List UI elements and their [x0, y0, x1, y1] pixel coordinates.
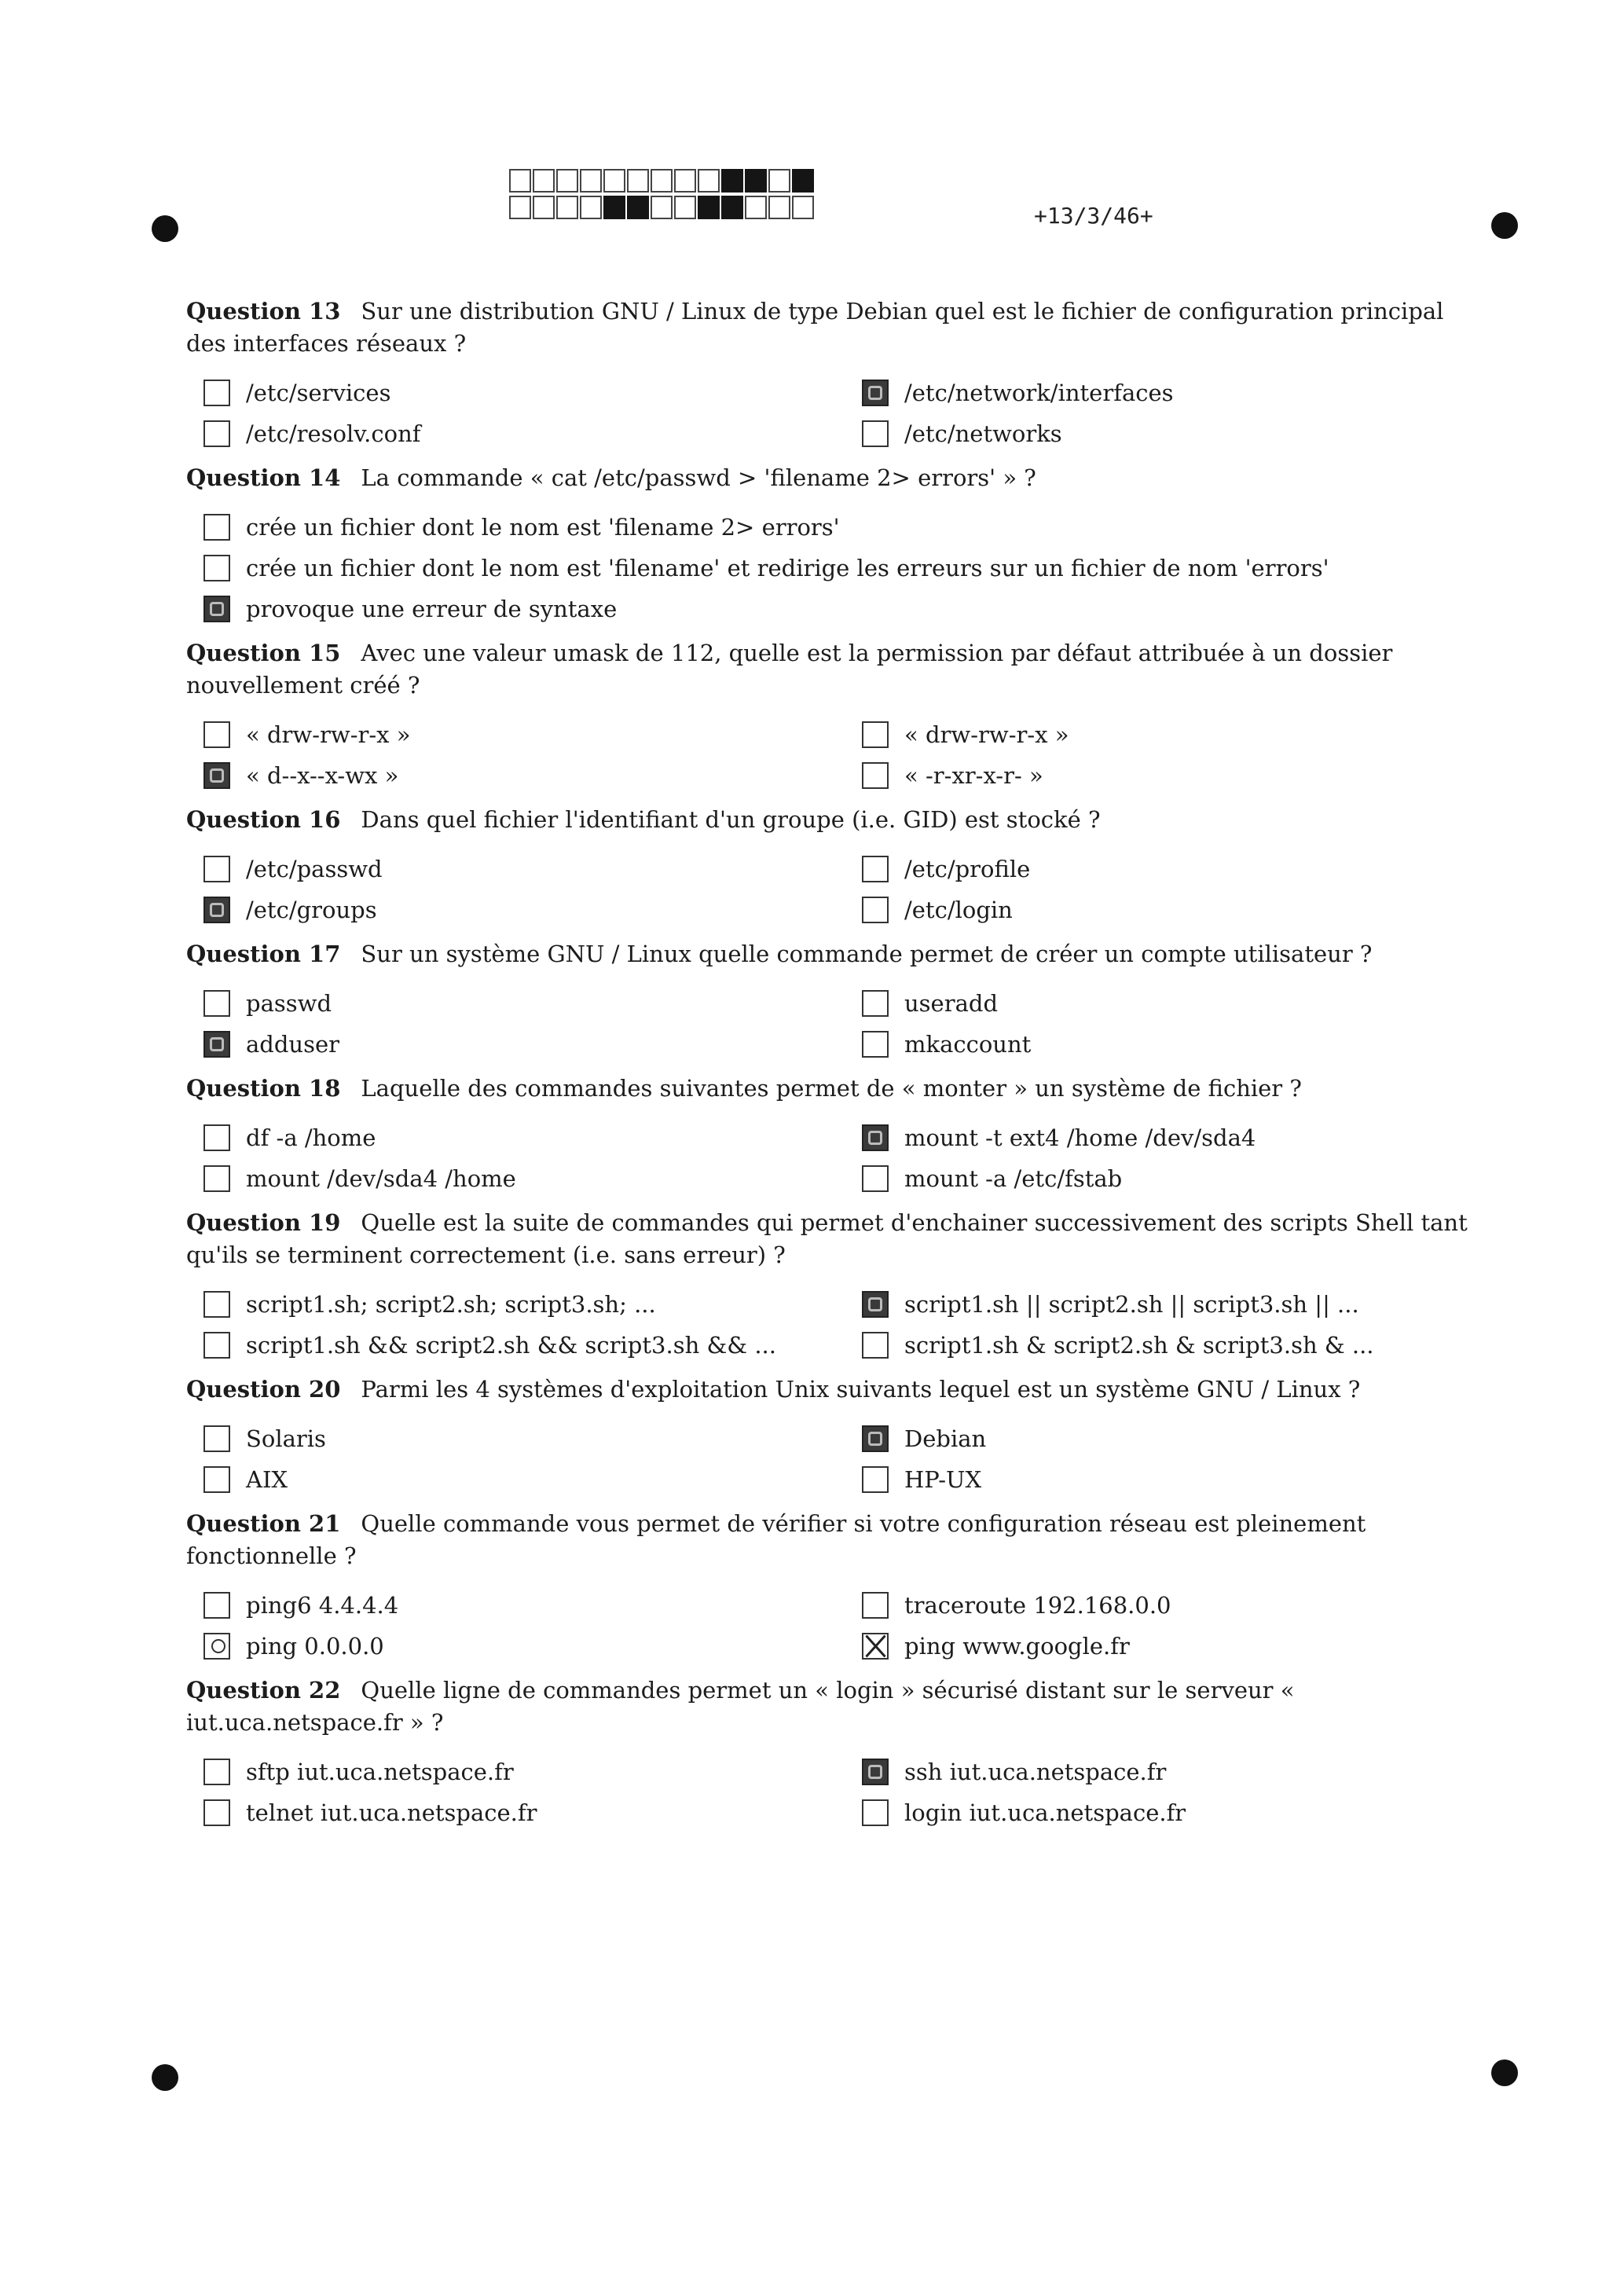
- question-block: [186, 462, 1483, 629]
- answer-checkbox[interactable]: [862, 1031, 889, 1058]
- question-text: Laquelle des commandes suivantes permet de « monter » un système de fichier ?: [361, 1075, 1302, 1102]
- answer-label: crée un fichier dont le nom est 'filename' et redirige les erreurs sur un fichier de nom 'errors': [246, 555, 1329, 581]
- question-block: [186, 804, 1483, 930]
- question-text: Parmi les 4 systèmes d'exploitation Unix suivants lequel est un système GNU / Linux ?: [361, 1376, 1361, 1403]
- answer-checkbox[interactable]: [862, 380, 889, 406]
- question-heading: [186, 1073, 1483, 1105]
- answer-label: useradd: [904, 990, 999, 1017]
- answer-label: /etc/resolv.conf: [246, 420, 421, 447]
- answer-label: Debian: [904, 1425, 987, 1452]
- answer-label: mount -t ext4 /home /dev/sda4: [904, 1124, 1256, 1151]
- answer-label: provoque une erreur de syntaxe: [246, 596, 618, 622]
- answer-option[interactable]: [203, 1024, 862, 1065]
- answer-checkbox[interactable]: [862, 1165, 889, 1192]
- answer-checkbox[interactable]: [862, 721, 889, 748]
- answer-option[interactable]: [862, 1626, 1500, 1667]
- question-heading: [186, 1674, 1483, 1739]
- question-heading: [186, 462, 1483, 494]
- answer-checkbox[interactable]: [203, 897, 230, 923]
- question-number: Question 20: [186, 1376, 341, 1403]
- answer-checkbox[interactable]: [203, 1291, 230, 1318]
- answer-options: [203, 983, 1483, 1065]
- answer-label: mkaccount: [904, 1031, 1032, 1058]
- barcode-cell: [627, 196, 649, 219]
- answer-checkbox[interactable]: [203, 380, 230, 406]
- answer-checkbox[interactable]: [203, 1633, 230, 1660]
- answer-checkbox[interactable]: [862, 762, 889, 789]
- answer-label: /etc/networks: [904, 420, 1062, 447]
- answer-option[interactable]: [862, 1751, 1500, 1792]
- answer-label: script1.sh && script2.sh && script3.sh && ...: [246, 1332, 776, 1359]
- answer-label: script1.sh & script2.sh & script3.sh & ...: [904, 1332, 1374, 1359]
- answer-options: [203, 1585, 1483, 1667]
- barcode-cell: [698, 196, 720, 219]
- barcode-cell: [792, 196, 814, 219]
- answer-label: script1.sh || script2.sh || script3.sh || ...: [904, 1291, 1359, 1318]
- answer-label: passwd: [246, 990, 332, 1017]
- answer-checkbox[interactable]: [203, 596, 230, 622]
- answer-checkbox[interactable]: [862, 856, 889, 882]
- answer-options: [203, 1751, 1483, 1833]
- answer-checkbox[interactable]: [203, 1124, 230, 1151]
- answer-option[interactable]: [203, 1418, 862, 1459]
- answer-checkbox[interactable]: [862, 1759, 889, 1785]
- barcode-cell: [627, 169, 649, 193]
- barcode-cell: [580, 169, 602, 193]
- barcode-cell: [533, 169, 555, 193]
- barcode-cell: [745, 169, 767, 193]
- question-block: [186, 1374, 1483, 1500]
- answer-checkbox[interactable]: [203, 1425, 230, 1452]
- answer-checkbox[interactable]: [203, 1592, 230, 1619]
- question-text: Quelle commande vous permet de vérifier si votre configuration réseau est pleinement fonctionnelle ?: [186, 1510, 1366, 1569]
- question-heading: [186, 637, 1483, 702]
- answer-checkbox[interactable]: [862, 1291, 889, 1318]
- answer-options: [203, 507, 1483, 629]
- answer-option[interactable]: [862, 1284, 1500, 1325]
- question-block: [186, 295, 1483, 454]
- question-block: [186, 637, 1483, 796]
- answer-options: [203, 1284, 1483, 1366]
- question-text: La commande « cat /etc/passwd > 'filename 2> errors' » ?: [361, 464, 1036, 491]
- question-text: Sur une distribution GNU / Linux de type Debian quel est le fichier de configuration principal des interfaces réseaux ?: [186, 298, 1444, 357]
- answer-option[interactable]: [203, 1792, 862, 1833]
- answer-checkbox[interactable]: [203, 420, 230, 447]
- registration-mark-bottom-right: [1491, 2059, 1518, 2086]
- answer-checkbox[interactable]: [203, 1759, 230, 1785]
- answer-option[interactable]: [862, 1024, 1500, 1065]
- answer-label: /etc/profile: [904, 856, 1031, 882]
- answer-checkbox[interactable]: [203, 1332, 230, 1359]
- barcode-cell: [603, 196, 625, 219]
- answer-checkbox[interactable]: [862, 1799, 889, 1826]
- answer-option[interactable]: [203, 1585, 862, 1626]
- question-number: Question 19: [186, 1209, 341, 1236]
- answer-option[interactable]: [862, 849, 1500, 889]
- answer-option[interactable]: [862, 1418, 1500, 1459]
- barcode-cell: [651, 196, 673, 219]
- answer-checkbox[interactable]: [862, 1592, 889, 1619]
- question-text: Quelle ligne de commandes permet un « login » sécurisé distant sur le serveur « iut.uca.netspace.fr » ?: [186, 1677, 1295, 1736]
- answer-options: [203, 1117, 1483, 1199]
- answer-option[interactable]: [862, 755, 1500, 796]
- answer-checkbox[interactable]: [203, 1799, 230, 1826]
- answer-option[interactable]: [203, 1751, 862, 1792]
- answer-option[interactable]: [203, 507, 1483, 548]
- answer-options: [203, 714, 1483, 796]
- question-text: Quelle est la suite de commandes qui permet d'enchainer successivement des scripts Shell tant qu'ils se terminent correctement (i.e. sans erreur) ?: [186, 1209, 1468, 1268]
- answer-option[interactable]: [203, 983, 862, 1024]
- answer-options: [203, 849, 1483, 930]
- answer-option[interactable]: [203, 714, 862, 755]
- answer-label: crée un fichier dont le nom est 'filename 2> errors': [246, 514, 840, 541]
- barcode-cell: [674, 196, 696, 219]
- answer-option[interactable]: [203, 589, 1483, 629]
- answer-option[interactable]: [862, 1325, 1500, 1366]
- answer-checkbox[interactable]: [203, 856, 230, 882]
- answer-label: adduser: [246, 1031, 340, 1058]
- barcode-cell: [509, 196, 531, 219]
- question-block: [186, 1073, 1483, 1199]
- answer-checkbox[interactable]: [862, 1633, 889, 1660]
- page-id: +13/3/46+: [1034, 203, 1153, 229]
- answer-options: [203, 372, 1483, 454]
- page-barcode: [509, 169, 816, 222]
- question-list: [186, 295, 1483, 1841]
- answer-option[interactable]: [862, 714, 1500, 755]
- answer-option[interactable]: [203, 1459, 862, 1500]
- question-number: Question 13: [186, 298, 341, 325]
- answer-checkbox[interactable]: [862, 420, 889, 447]
- answer-label: « -r-xr-x-r- »: [904, 762, 1043, 789]
- barcode-cell: [556, 196, 578, 219]
- answer-label: /etc/network/interfaces: [904, 380, 1174, 406]
- answer-option[interactable]: [203, 548, 1483, 589]
- answer-checkbox[interactable]: [203, 990, 230, 1017]
- answer-label: script1.sh; script2.sh; script3.sh; ...: [246, 1291, 656, 1318]
- answer-checkbox[interactable]: [862, 990, 889, 1017]
- answer-label: AIX: [246, 1466, 288, 1493]
- registration-mark-top-left: [152, 215, 178, 242]
- answer-checkbox[interactable]: [203, 1031, 230, 1058]
- barcode-cell: [509, 169, 531, 193]
- barcode-cell: [556, 169, 578, 193]
- barcode-cell: [768, 196, 790, 219]
- barcode-cell: [533, 196, 555, 219]
- answer-checkbox[interactable]: [203, 1165, 230, 1192]
- answer-checkbox[interactable]: [862, 897, 889, 923]
- answer-checkbox[interactable]: [203, 762, 230, 789]
- answer-label: df -a /home: [246, 1124, 376, 1151]
- question-number: Question 14: [186, 464, 341, 491]
- barcode-cell: [745, 196, 767, 219]
- answer-options: [203, 1418, 1483, 1500]
- answer-checkbox[interactable]: [203, 555, 230, 581]
- answer-option[interactable]: [203, 1325, 862, 1366]
- answer-option[interactable]: [862, 413, 1500, 454]
- answer-option[interactable]: [862, 372, 1500, 413]
- question-heading: [186, 1508, 1483, 1572]
- answer-label: /etc/login: [904, 897, 1013, 923]
- answer-option[interactable]: [203, 889, 862, 930]
- question-text: Dans quel fichier l'identifiant d'un groupe (i.e. GID) est stocké ?: [361, 806, 1101, 833]
- answer-checkbox[interactable]: [862, 1425, 889, 1452]
- answer-label: Solaris: [246, 1425, 326, 1452]
- answer-checkbox[interactable]: [203, 721, 230, 748]
- answer-label: ping6 4.4.4.4: [246, 1592, 399, 1619]
- question-number: Question 21: [186, 1510, 341, 1537]
- registration-mark-top-right: [1491, 212, 1518, 239]
- barcode-cell: [651, 169, 673, 193]
- barcode-cell: [580, 196, 602, 219]
- answer-checkbox[interactable]: [862, 1332, 889, 1359]
- barcode-cell: [721, 169, 743, 193]
- answer-checkbox[interactable]: [862, 1124, 889, 1151]
- registration-mark-bottom-left: [152, 2064, 178, 2091]
- answer-option[interactable]: [203, 1284, 862, 1325]
- answer-option[interactable]: [862, 889, 1500, 930]
- answer-option[interactable]: [862, 1158, 1500, 1199]
- question-block: [186, 1508, 1483, 1667]
- question-text: Avec une valeur umask de 112, quelle est la permission par défaut attribuée à un dossier nouvellement créé ?: [186, 640, 1393, 699]
- answer-option[interactable]: [862, 1459, 1500, 1500]
- answer-label: /etc/groups: [246, 897, 377, 923]
- question-heading: [186, 804, 1483, 836]
- answer-label: traceroute 192.168.0.0: [904, 1592, 1171, 1619]
- answer-option[interactable]: [862, 983, 1500, 1024]
- answer-label: mount -a /etc/fstab: [904, 1165, 1123, 1192]
- answer-label: /etc/passwd: [246, 856, 383, 882]
- answer-option[interactable]: [203, 1117, 862, 1158]
- barcode-cell: [792, 169, 814, 193]
- question-number: Question 22: [186, 1677, 341, 1704]
- barcode-cell: [674, 169, 696, 193]
- question-text: Sur un système GNU / Linux quelle commande permet de créer un compte utilisateur ?: [361, 941, 1373, 967]
- question-block: [186, 938, 1483, 1065]
- answer-label: « d--x--x-wx »: [246, 762, 399, 789]
- question-heading: [186, 1207, 1483, 1271]
- barcode-cell: [698, 169, 720, 193]
- answer-label: ssh iut.uca.netspace.fr: [904, 1759, 1167, 1785]
- answer-option[interactable]: [203, 1626, 862, 1667]
- answer-label: telnet iut.uca.netspace.fr: [246, 1799, 537, 1826]
- barcode-row: [509, 169, 816, 193]
- answer-label: sftp iut.uca.netspace.fr: [246, 1759, 514, 1785]
- question-block: [186, 1674, 1483, 1833]
- barcode-cell: [721, 196, 743, 219]
- answer-option[interactable]: [862, 1792, 1500, 1833]
- answer-option[interactable]: [203, 1158, 862, 1199]
- answer-checkbox[interactable]: [862, 1466, 889, 1493]
- answer-label: /etc/services: [246, 380, 391, 406]
- answer-label: mount /dev/sda4 /home: [246, 1165, 516, 1192]
- answer-option[interactable]: [203, 849, 862, 889]
- question-block: [186, 1207, 1483, 1366]
- question-heading: [186, 1374, 1483, 1406]
- answer-label: ping 0.0.0.0: [246, 1633, 384, 1660]
- barcode-row: [509, 196, 816, 219]
- question-number: Question 15: [186, 640, 341, 666]
- question-number: Question 18: [186, 1075, 341, 1102]
- answer-option[interactable]: [203, 755, 862, 796]
- question-number: Question 17: [186, 941, 341, 967]
- answer-checkbox[interactable]: [203, 514, 230, 541]
- barcode-cell: [768, 169, 790, 193]
- answer-label: ping www.google.fr: [904, 1633, 1130, 1660]
- question-heading: [186, 938, 1483, 970]
- question-number: Question 16: [186, 806, 341, 833]
- answer-option[interactable]: [203, 372, 862, 413]
- barcode-cell: [603, 169, 625, 193]
- answer-label: « drw-rw-r-x »: [904, 721, 1069, 748]
- answer-option[interactable]: [203, 413, 862, 454]
- question-heading: [186, 295, 1483, 360]
- answer-option[interactable]: [862, 1585, 1500, 1626]
- answer-label: « drw-rw-r-x »: [246, 721, 411, 748]
- answer-label: HP-UX: [904, 1466, 982, 1493]
- answer-checkbox[interactable]: [203, 1466, 230, 1493]
- answer-label: login iut.uca.netspace.fr: [904, 1799, 1186, 1826]
- answer-option[interactable]: [862, 1117, 1500, 1158]
